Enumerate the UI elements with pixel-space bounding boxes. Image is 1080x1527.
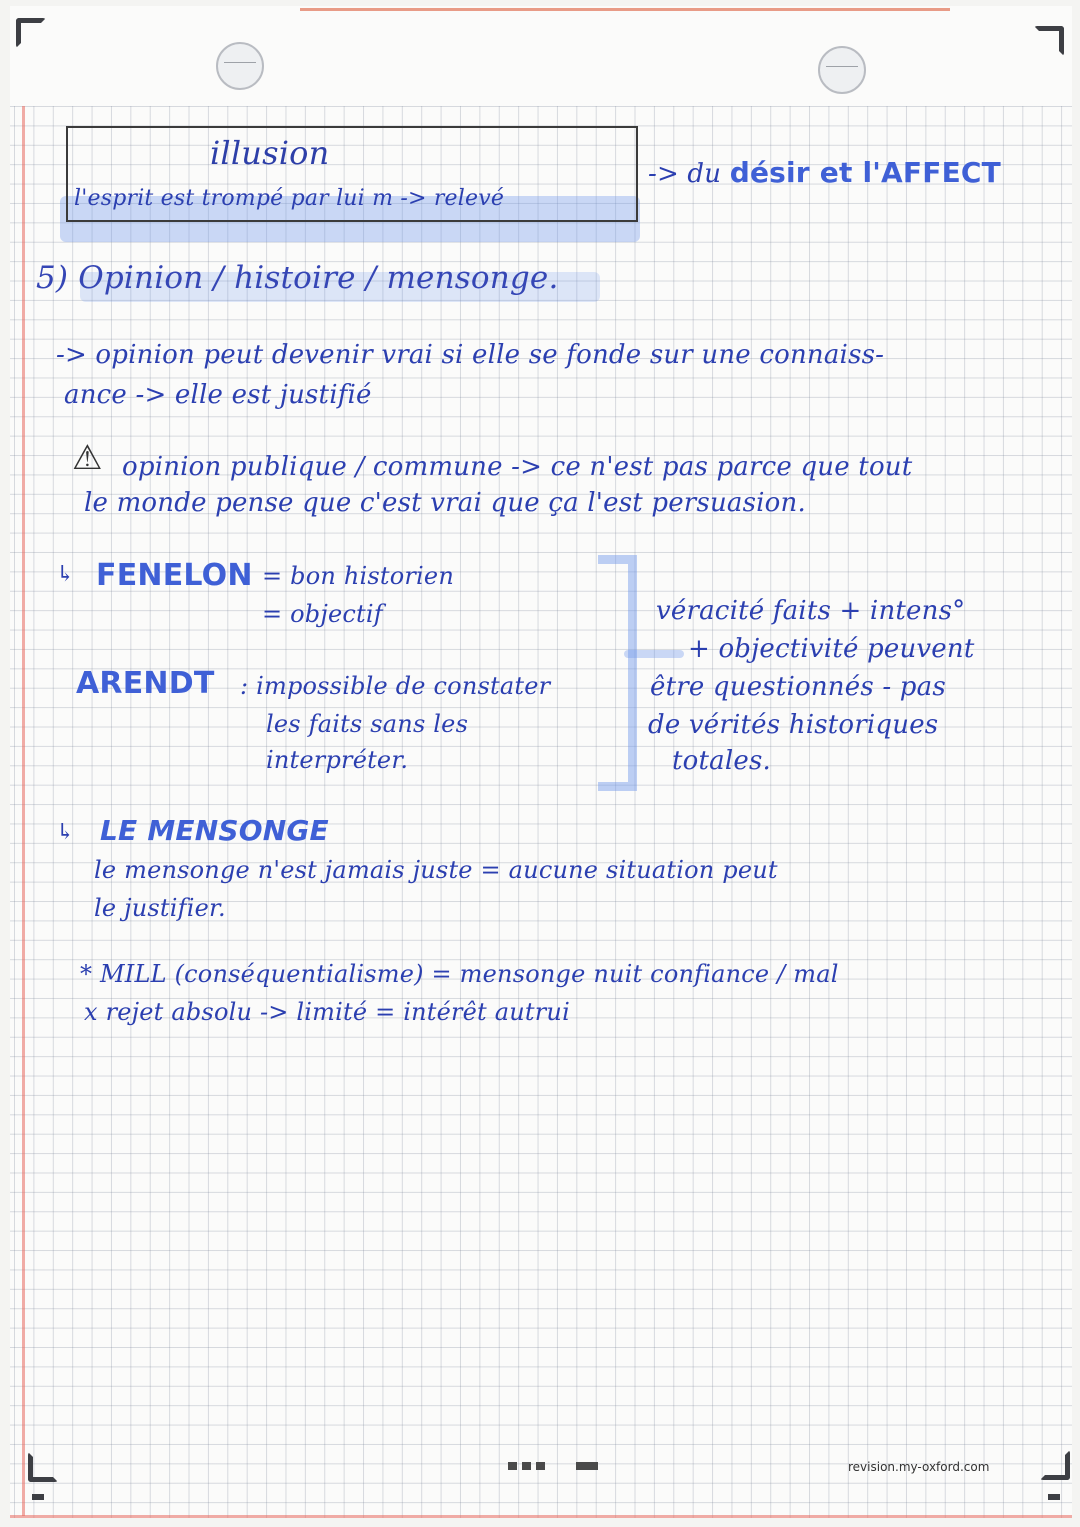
- binder-hole-left: [216, 42, 264, 90]
- opinion-line-1: -> opinion peut devenir vrai si elle se fonde sur une connaiss-: [56, 340, 885, 370]
- binder-hole-right: [818, 46, 866, 94]
- arrow-icon: ↳: [56, 562, 75, 587]
- veracite-line-1: véracité faits + intens°: [656, 596, 966, 626]
- top-red-line: [300, 8, 950, 11]
- arendt-line-1: : impossible de constater: [240, 672, 551, 700]
- box-line: l'esprit est trompé par lui m -> relevé: [74, 186, 505, 211]
- warning-icon: ⚠: [72, 438, 103, 478]
- footer-dot: [536, 1462, 545, 1470]
- corner-marker-top-right: [1034, 26, 1064, 56]
- footer-dot: [508, 1462, 517, 1470]
- section-heading: 5) Opinion / histoire / mensonge.: [36, 260, 559, 296]
- warning-line-1: opinion publique / commune -> ce n'est pas parce que tout: [122, 452, 913, 482]
- mensonge-label: LE MENSONGE: [100, 814, 329, 847]
- fenelon-name: FENELON: [96, 558, 253, 593]
- arrow-note-strong: désir et l'AFFECT: [729, 156, 1001, 189]
- fenelon-def-1: = bon historien: [262, 562, 454, 590]
- fenelon-def-2: = objectif: [262, 600, 383, 628]
- corner-marker-bottom-right: [1040, 1450, 1070, 1480]
- bottom-red-line: [10, 1515, 1072, 1518]
- veracite-line-2: + objectivité peuvent: [688, 634, 975, 664]
- corner-dash-bottom-left: [32, 1494, 44, 1500]
- bracket: [598, 555, 637, 791]
- arrow-note-prefix: -> du: [648, 159, 722, 189]
- opinion-line-2: ance -> elle est justifié: [64, 380, 372, 410]
- mill-line-2: x rejet absolu -> limité = intérêt autrui: [84, 998, 570, 1026]
- arendt-line-2: les faits sans les: [266, 710, 469, 738]
- footer-dot: [522, 1462, 531, 1470]
- arendt-name: ARENDT: [76, 666, 215, 701]
- arrow-icon-2: ↳: [56, 820, 75, 845]
- bracket-arrow: [624, 650, 684, 658]
- footer-dots: [508, 1462, 545, 1470]
- corner-marker-bottom-left: [28, 1452, 58, 1482]
- mensonge-line-2: le mensonge n'est jamais juste = aucune situation peut: [94, 856, 778, 884]
- mill-line-1: * MILL (conséquentialisme) = mensonge nuit confiance / mal: [80, 960, 839, 988]
- veracite-line-5: totales.: [672, 746, 771, 776]
- box-title: illusion: [210, 134, 330, 172]
- corner-dash-bottom-right: [1048, 1494, 1060, 1500]
- margin-line: [22, 106, 25, 1516]
- arendt-line-3: interpréter.: [266, 746, 409, 774]
- warning-line-2: le monde pense que c'est vrai que ça l'est persuasion.: [84, 488, 806, 518]
- footer-dash: [576, 1462, 598, 1470]
- footer-url: revision.my-oxford.com: [848, 1460, 990, 1474]
- veracite-line-4: de vérités historiques: [648, 710, 939, 740]
- mensonge-line-3: le justifier.: [94, 894, 226, 922]
- veracite-line-3: être questionnés - pas: [650, 672, 946, 702]
- box-arrow-note: [648, 156, 1001, 189]
- page-header-strip: [10, 6, 1072, 106]
- corner-marker-top-left: [16, 18, 46, 48]
